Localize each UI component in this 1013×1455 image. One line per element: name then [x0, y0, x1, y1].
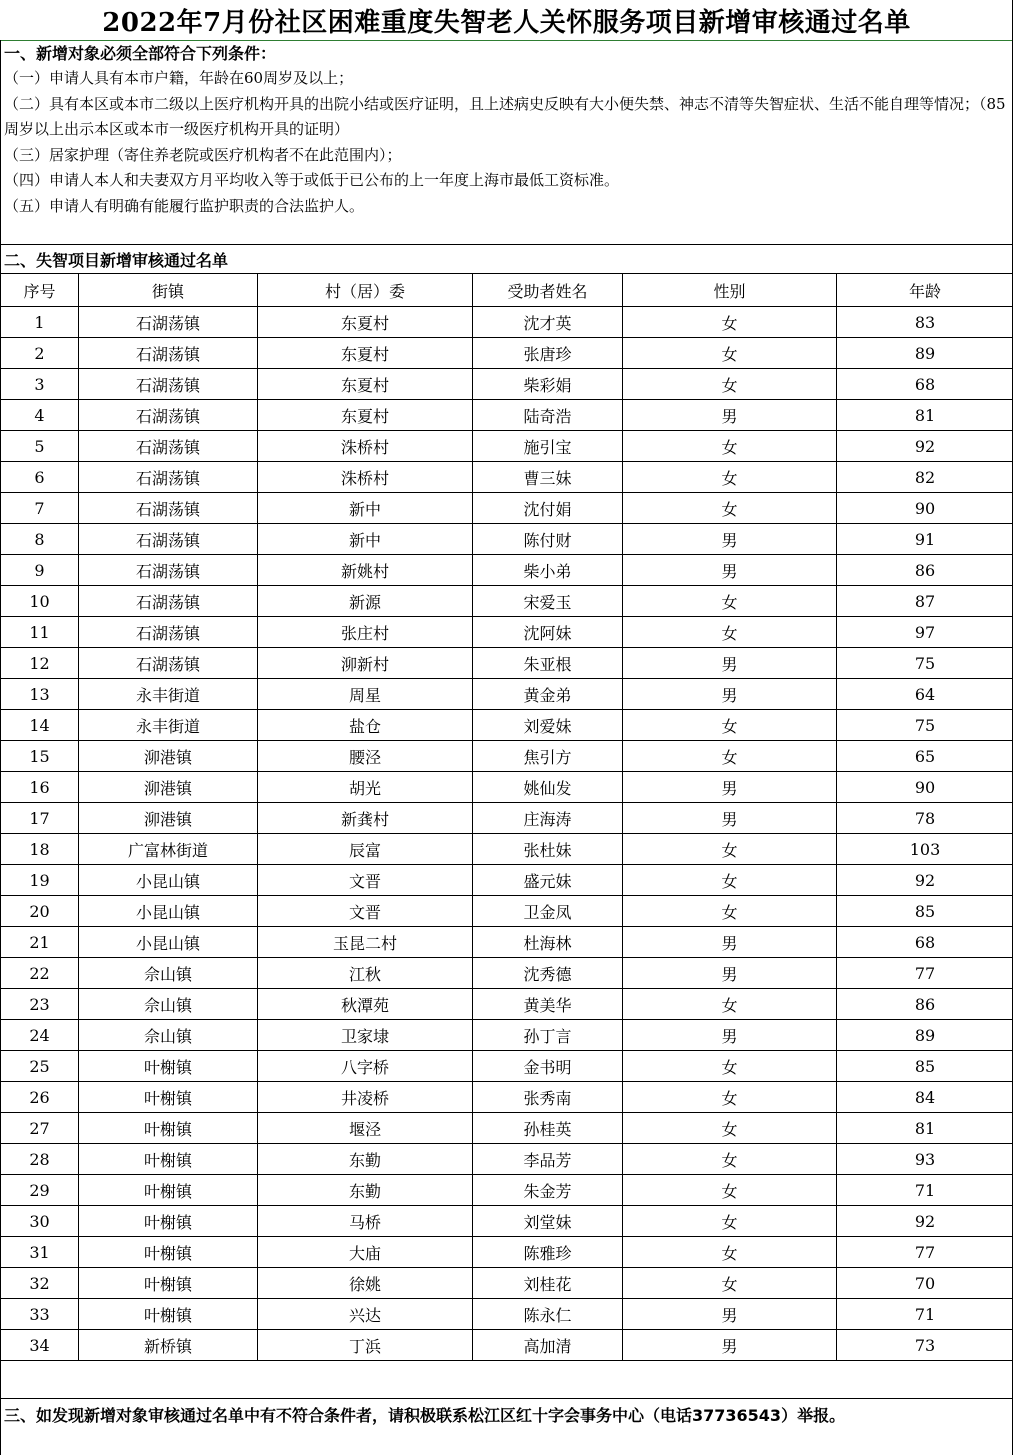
cell-town: 永丰街道	[79, 710, 258, 741]
cell-village: 新中	[258, 493, 473, 524]
cell-gender: 男	[623, 1330, 837, 1361]
table-row	[1, 1051, 1013, 1082]
table-row	[1, 586, 1013, 617]
cell-name: 金书明	[473, 1051, 623, 1082]
cell-age: 103	[837, 834, 1013, 865]
approved-list-table	[0, 273, 1013, 1361]
cell-name: 柴彩娟	[473, 369, 623, 400]
cell-town: 石湖荡镇	[79, 524, 258, 555]
cell-name: 陈永仁	[473, 1299, 623, 1330]
cell-age: 89	[837, 1020, 1013, 1051]
cell-index: 20	[1, 896, 79, 927]
cell-index: 3	[1, 369, 79, 400]
table-row	[1, 1144, 1013, 1175]
cell-age: 65	[837, 741, 1013, 772]
condition-5: （五）申请人有明确有能履行监护职责的合法监护人。	[4, 196, 365, 215]
cell-age: 77	[837, 958, 1013, 989]
cell-name: 沈阿妹	[473, 617, 623, 648]
cell-village: 新中	[258, 524, 473, 555]
cell-name: 朱亚根	[473, 648, 623, 679]
cell-gender: 男	[623, 1299, 837, 1330]
table-row	[1, 1330, 1013, 1361]
table-row	[1, 803, 1013, 834]
table-row	[1, 958, 1013, 989]
table-row	[1, 834, 1013, 865]
cell-age: 90	[837, 772, 1013, 803]
cell-village: 洙桥村	[258, 431, 473, 462]
table-row	[1, 1237, 1013, 1268]
cell-gender: 女	[623, 617, 837, 648]
list-heading-row	[0, 244, 1013, 274]
cell-town: 石湖荡镇	[79, 617, 258, 648]
cell-age: 87	[837, 586, 1013, 617]
cell-age: 82	[837, 462, 1013, 493]
table-header-row	[1, 274, 1013, 307]
cell-index: 19	[1, 865, 79, 896]
cell-name: 施引宝	[473, 431, 623, 462]
cell-index: 2	[1, 338, 79, 369]
cell-name: 庄海涛	[473, 803, 623, 834]
cell-gender: 女	[623, 865, 837, 896]
table-row	[1, 1113, 1013, 1144]
cell-town: 石湖荡镇	[79, 338, 258, 369]
cell-gender: 男	[623, 555, 837, 586]
cell-gender: 女	[623, 338, 837, 369]
condition-3: （三）居家护理（寄住养老院或医疗机构者不在此范围内）；	[4, 145, 402, 164]
col-header-gender: 性别	[623, 274, 837, 307]
cell-town: 泖港镇	[79, 741, 258, 772]
cell-name: 李品芳	[473, 1144, 623, 1175]
condition-1: （一）申请人具有本市户籍，年龄在60周岁及以上；	[4, 69, 354, 87]
cell-town: 佘山镇	[79, 958, 258, 989]
cell-gender: 男	[623, 400, 837, 431]
cell-gender: 女	[623, 1175, 837, 1206]
cell-town: 叶榭镇	[79, 1113, 258, 1144]
col-header-age: 年龄	[837, 274, 1013, 307]
cell-village: 周星	[258, 679, 473, 710]
cell-name: 曹三妹	[473, 462, 623, 493]
cell-index: 30	[1, 1206, 79, 1237]
cell-town: 小昆山镇	[79, 865, 258, 896]
cell-village: 徐姚	[258, 1268, 473, 1299]
cell-village: 东勤	[258, 1144, 473, 1175]
table-row	[1, 648, 1013, 679]
col-header-name: 受助者姓名	[473, 274, 623, 307]
table-row	[1, 338, 1013, 369]
cell-name: 黄美华	[473, 989, 623, 1020]
cell-town: 叶榭镇	[79, 1206, 258, 1237]
cell-age: 64	[837, 679, 1013, 710]
conditions-section	[4, 42, 1009, 219]
cell-town: 新桥镇	[79, 1330, 258, 1361]
table-row	[1, 307, 1013, 338]
cell-age: 86	[837, 989, 1013, 1020]
cell-index: 14	[1, 710, 79, 741]
table-row	[1, 927, 1013, 958]
cell-town: 石湖荡镇	[79, 648, 258, 679]
cell-village: 大庙	[258, 1237, 473, 1268]
cell-town: 叶榭镇	[79, 1175, 258, 1206]
cell-name: 高加清	[473, 1330, 623, 1361]
condition-2: （二）具有本区或本市二级以上医疗机构开具的出院小结或医疗证明，且上述病史反映有大小便失禁、神志不清等失智症状、生活不能自理等情况；（85周岁以上出示本区或本市一级医疗机构开具的证明）	[4, 94, 1006, 138]
cell-village: 东夏村	[258, 400, 473, 431]
cell-age: 92	[837, 865, 1013, 896]
cell-index: 4	[1, 400, 79, 431]
cell-age: 90	[837, 493, 1013, 524]
cell-town: 佘山镇	[79, 989, 258, 1020]
table-row	[1, 865, 1013, 896]
cell-gender: 女	[623, 1144, 837, 1175]
table-row	[1, 1082, 1013, 1113]
table-row	[1, 617, 1013, 648]
cell-village: 东勤	[258, 1175, 473, 1206]
cell-gender: 女	[623, 431, 837, 462]
cell-name: 陈雅珍	[473, 1237, 623, 1268]
cell-gender: 女	[623, 462, 837, 493]
cell-gender: 女	[623, 1051, 837, 1082]
cell-gender: 男	[623, 1020, 837, 1051]
cell-gender: 男	[623, 958, 837, 989]
cell-index: 7	[1, 493, 79, 524]
cell-town: 石湖荡镇	[79, 586, 258, 617]
cell-gender: 女	[623, 1113, 837, 1144]
table-row	[1, 989, 1013, 1020]
cell-age: 81	[837, 1113, 1013, 1144]
cell-town: 石湖荡镇	[79, 307, 258, 338]
cell-village: 东夏村	[258, 369, 473, 400]
cell-gender: 女	[623, 896, 837, 927]
cell-village: 新姚村	[258, 555, 473, 586]
cell-age: 93	[837, 1144, 1013, 1175]
cell-index: 9	[1, 555, 79, 586]
cell-gender: 女	[623, 989, 837, 1020]
cell-village: 新源	[258, 586, 473, 617]
cell-gender: 女	[623, 369, 837, 400]
cell-gender: 男	[623, 679, 837, 710]
cell-name: 沈才英	[473, 307, 623, 338]
cell-name: 黄金弟	[473, 679, 623, 710]
cell-village: 东夏村	[258, 338, 473, 369]
cell-index: 31	[1, 1237, 79, 1268]
cell-index: 32	[1, 1268, 79, 1299]
cell-town: 石湖荡镇	[79, 462, 258, 493]
cell-index: 22	[1, 958, 79, 989]
cell-village: 东夏村	[258, 307, 473, 338]
cell-village: 辰富	[258, 834, 473, 865]
table-row	[1, 1299, 1013, 1330]
cell-village: 新龚村	[258, 803, 473, 834]
table-row	[1, 431, 1013, 462]
cell-name: 张唐珍	[473, 338, 623, 369]
cell-age: 73	[837, 1330, 1013, 1361]
cell-index: 25	[1, 1051, 79, 1082]
cell-index: 23	[1, 989, 79, 1020]
cell-name: 刘爱妹	[473, 710, 623, 741]
cell-town: 石湖荡镇	[79, 400, 258, 431]
cell-gender: 女	[623, 1082, 837, 1113]
table-row	[1, 896, 1013, 927]
cell-index: 27	[1, 1113, 79, 1144]
cell-town: 叶榭镇	[79, 1144, 258, 1175]
cell-name: 张杜妹	[473, 834, 623, 865]
cell-town: 叶榭镇	[79, 1268, 258, 1299]
table-row	[1, 462, 1013, 493]
cell-index: 13	[1, 679, 79, 710]
cell-index: 29	[1, 1175, 79, 1206]
cell-age: 91	[837, 524, 1013, 555]
col-header-village: 村（居）委	[258, 274, 473, 307]
cell-age: 71	[837, 1299, 1013, 1330]
cell-name: 盛元妹	[473, 865, 623, 896]
cell-age: 75	[837, 648, 1013, 679]
cell-name: 陆奇浩	[473, 400, 623, 431]
cell-town: 石湖荡镇	[79, 369, 258, 400]
cell-age: 77	[837, 1237, 1013, 1268]
cell-village: 江秋	[258, 958, 473, 989]
cell-name: 卫金凤	[473, 896, 623, 927]
cell-index: 5	[1, 431, 79, 462]
cell-index: 34	[1, 1330, 79, 1361]
cell-village: 张庄村	[258, 617, 473, 648]
cell-village: 文晋	[258, 865, 473, 896]
cell-town: 叶榭镇	[79, 1082, 258, 1113]
cell-gender: 男	[623, 803, 837, 834]
table-row	[1, 710, 1013, 741]
cell-name: 陈付财	[473, 524, 623, 555]
footer-note: 三、如发现新增对象审核通过名单中有不符合条件者，请积极联系松江区红十字会事务中心（电话37736543）举报。	[4, 1406, 846, 1425]
table-row	[1, 1268, 1013, 1299]
table-row	[1, 679, 1013, 710]
cell-town: 泖港镇	[79, 803, 258, 834]
cell-village: 洙桥村	[258, 462, 473, 493]
col-header-town: 街镇	[79, 274, 258, 307]
cell-village: 井凌桥	[258, 1082, 473, 1113]
table-row	[1, 1020, 1013, 1051]
cell-gender: 男	[623, 648, 837, 679]
cell-name: 朱金芳	[473, 1175, 623, 1206]
cell-town: 石湖荡镇	[79, 431, 258, 462]
divider	[0, 40, 1013, 41]
cell-village: 泖新村	[258, 648, 473, 679]
cell-town: 泖港镇	[79, 772, 258, 803]
cell-village: 腰泾	[258, 741, 473, 772]
cell-index: 6	[1, 462, 79, 493]
cell-age: 89	[837, 338, 1013, 369]
cell-name: 沈秀德	[473, 958, 623, 989]
cell-village: 秋潭苑	[258, 989, 473, 1020]
cell-town: 石湖荡镇	[79, 555, 258, 586]
cell-index: 16	[1, 772, 79, 803]
cell-age: 81	[837, 400, 1013, 431]
cell-gender: 女	[623, 586, 837, 617]
cell-gender: 女	[623, 1206, 837, 1237]
cell-village: 马桥	[258, 1206, 473, 1237]
cell-index: 12	[1, 648, 79, 679]
cell-index: 1	[1, 307, 79, 338]
condition-4: （四）申请人本人和夫妻双方月平均收入等于或低于已公布的上一年度上海市最低工资标准。	[4, 171, 620, 189]
cell-age: 75	[837, 710, 1013, 741]
table-row	[1, 1175, 1013, 1206]
table-row	[1, 369, 1013, 400]
title-row	[0, 0, 1013, 41]
cell-gender: 男	[623, 772, 837, 803]
cell-age: 85	[837, 1051, 1013, 1082]
cell-town: 小昆山镇	[79, 927, 258, 958]
cell-name: 刘堂妹	[473, 1206, 623, 1237]
cell-gender: 女	[623, 741, 837, 772]
cell-town: 佘山镇	[79, 1020, 258, 1051]
cell-town: 广富林街道	[79, 834, 258, 865]
cell-gender: 女	[623, 493, 837, 524]
cell-name: 焦引方	[473, 741, 623, 772]
cell-name: 刘桂花	[473, 1268, 623, 1299]
cell-index: 33	[1, 1299, 79, 1330]
cell-index: 26	[1, 1082, 79, 1113]
cell-age: 83	[837, 307, 1013, 338]
cell-village: 卫家埭	[258, 1020, 473, 1051]
table-body	[1, 307, 1013, 1361]
cell-village: 玉昆二村	[258, 927, 473, 958]
cell-index: 10	[1, 586, 79, 617]
cell-town: 叶榭镇	[79, 1237, 258, 1268]
cell-village: 盐仓	[258, 710, 473, 741]
col-header-index: 序号	[1, 274, 79, 307]
cell-gender: 女	[623, 1237, 837, 1268]
cell-name: 沈付娟	[473, 493, 623, 524]
cell-index: 15	[1, 741, 79, 772]
cell-town: 叶榭镇	[79, 1051, 258, 1082]
table-row	[1, 555, 1013, 586]
cell-village: 文晋	[258, 896, 473, 927]
cell-index: 28	[1, 1144, 79, 1175]
cell-age: 85	[837, 896, 1013, 927]
cell-village: 八字桥	[258, 1051, 473, 1082]
cell-age: 68	[837, 927, 1013, 958]
cell-gender: 女	[623, 1268, 837, 1299]
cell-age: 78	[837, 803, 1013, 834]
cell-index: 24	[1, 1020, 79, 1051]
cell-name: 宋爱玉	[473, 586, 623, 617]
table-row	[1, 772, 1013, 803]
cell-name: 柴小弟	[473, 555, 623, 586]
cell-gender: 男	[623, 927, 837, 958]
cell-village: 丁浜	[258, 1330, 473, 1361]
cell-name: 孙桂英	[473, 1113, 623, 1144]
footer-row	[0, 1398, 1013, 1455]
cell-age: 86	[837, 555, 1013, 586]
cell-gender: 女	[623, 307, 837, 338]
cell-age: 68	[837, 369, 1013, 400]
cell-name: 张秀南	[473, 1082, 623, 1113]
conditions-heading: 一、新增对象必须全部符合下列条件：	[4, 44, 277, 63]
cell-index: 11	[1, 617, 79, 648]
cell-age: 92	[837, 1206, 1013, 1237]
page-title: 2022年7月份社区困难重度失智老人关怀服务项目新增审核通过名单	[102, 7, 911, 38]
table-row	[1, 1206, 1013, 1237]
cell-town: 小昆山镇	[79, 896, 258, 927]
cell-town: 石湖荡镇	[79, 493, 258, 524]
table-row	[1, 741, 1013, 772]
table-row	[1, 400, 1013, 431]
cell-village: 兴达	[258, 1299, 473, 1330]
cell-name: 姚仙发	[473, 772, 623, 803]
cell-index: 18	[1, 834, 79, 865]
table-row	[1, 493, 1013, 524]
list-heading: 二、失智项目新增审核通过名单	[4, 251, 229, 270]
cell-index: 8	[1, 524, 79, 555]
cell-town: 永丰街道	[79, 679, 258, 710]
cell-gender: 女	[623, 834, 837, 865]
cell-gender: 男	[623, 524, 837, 555]
cell-town: 叶榭镇	[79, 1299, 258, 1330]
cell-index: 21	[1, 927, 79, 958]
cell-age: 92	[837, 431, 1013, 462]
cell-village: 胡光	[258, 772, 473, 803]
cell-index: 17	[1, 803, 79, 834]
cell-name: 孙丁言	[473, 1020, 623, 1051]
cell-age: 84	[837, 1082, 1013, 1113]
cell-age: 97	[837, 617, 1013, 648]
table-row	[1, 524, 1013, 555]
cell-gender: 女	[623, 710, 837, 741]
cell-age: 70	[837, 1268, 1013, 1299]
cell-age: 71	[837, 1175, 1013, 1206]
cell-name: 杜海林	[473, 927, 623, 958]
cell-village: 堰泾	[258, 1113, 473, 1144]
